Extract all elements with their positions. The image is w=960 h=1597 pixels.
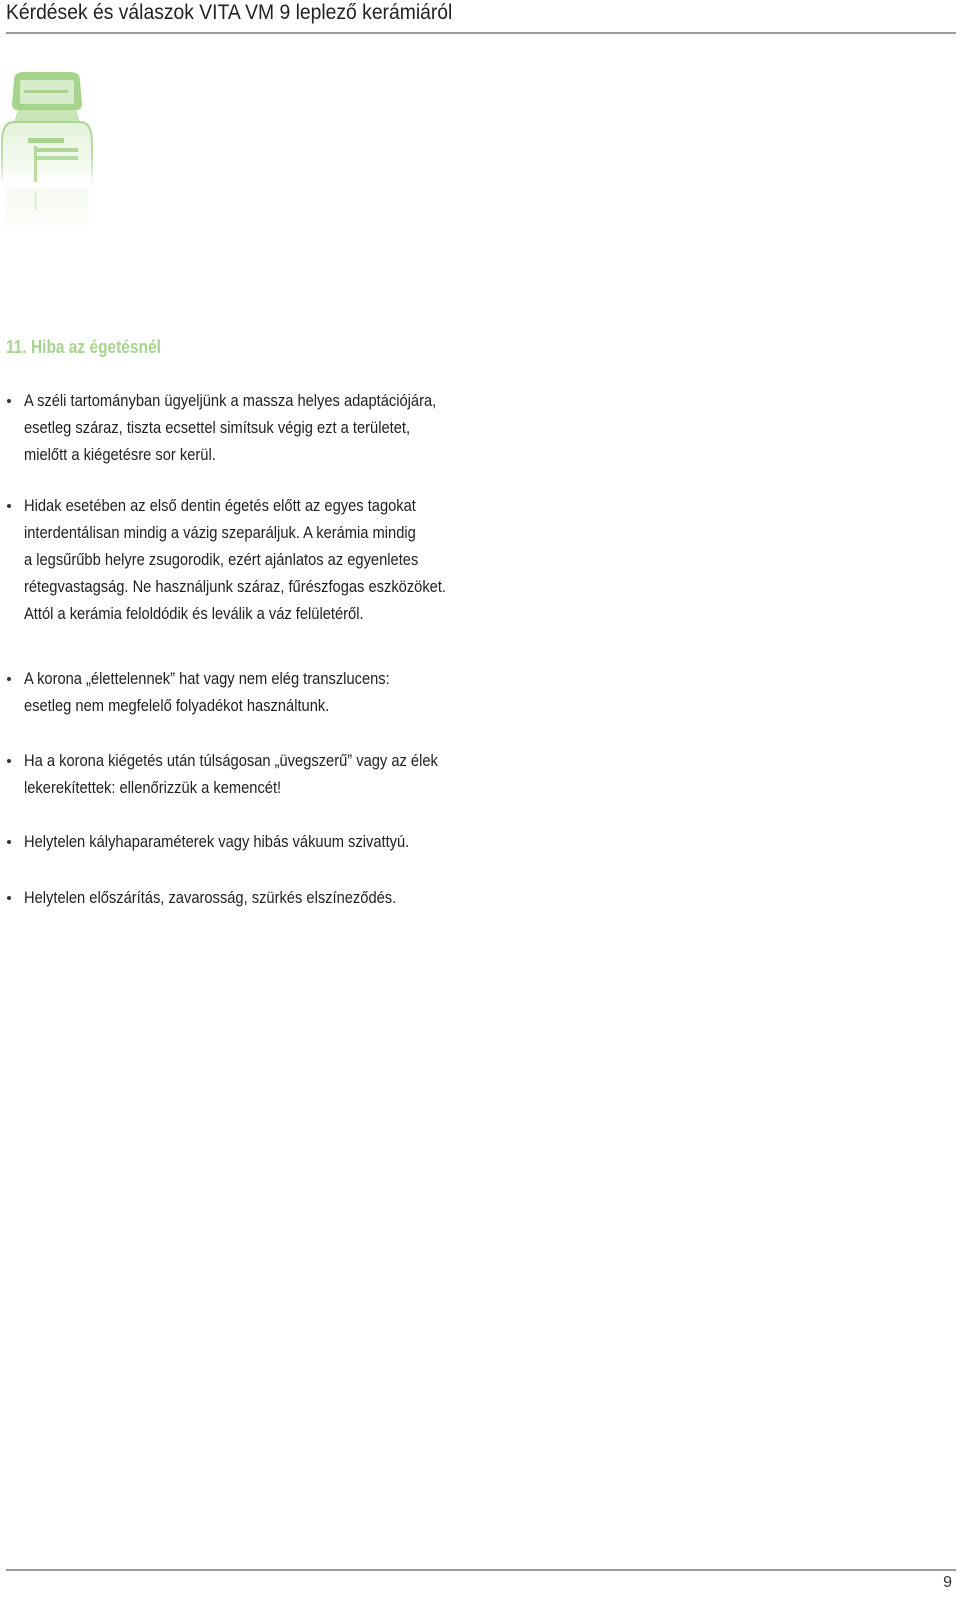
list-item-text: A széli tartományban ügyeljünk a massza helyes adaptációjára, esetleg száraz, tiszta ecsettel simítsuk végig ezt a területet, mielőtt a kiégetésre sor kerül. <box>24 392 437 464</box>
bullet-icon <box>7 677 11 681</box>
list-item <box>6 493 554 628</box>
footer-divider <box>6 1569 956 1571</box>
bullet-icon <box>7 504 11 508</box>
list-item-text: Hidak esetében az első dentin égetés előtt az egyes tagokat interdentálisan mindig a vázig szeparáljuk. A kerámia mindig a legsűrűbb helyre zsugorodik, ezért ajánlatos az egyenletes rétegvastagság. Ne használjunk száraz, fűrészfogas eszközöket. Attól a kerámia feloldódik és leválik a váz felületéről. <box>24 497 447 623</box>
list-item-text: Helytelen kályhaparaméterek vagy hibás vákuum szivattyú. <box>24 833 410 851</box>
bullet-icon <box>7 840 11 844</box>
porcelain-jar-icon <box>0 70 104 245</box>
list-item <box>6 388 554 469</box>
section-heading: 11. Hiba az égetésnél <box>6 337 161 357</box>
bullet-icon <box>7 896 11 900</box>
list-item <box>6 666 554 720</box>
document-title: Kérdések és válaszok VITA VM 9 leplező kerámiáról <box>6 1 453 24</box>
list-item <box>6 885 554 912</box>
bullet-icon <box>7 399 11 403</box>
list-item-text: Ha a korona kiégetés után túlságosan „üvegszerű” vagy az élek lekerekítettek: ellenőrizzük a kemencét! <box>24 752 438 797</box>
list-item-text: Helytelen előszárítás, zavarosság, szürkés elszíneződés. <box>24 889 397 907</box>
list-item <box>6 829 554 856</box>
header-divider <box>6 32 956 34</box>
list-item <box>6 748 554 802</box>
bullet-icon <box>7 759 11 763</box>
page-number: 9 <box>943 1574 952 1591</box>
list-item-text: A korona „élettelennek” hat vagy nem elég transzlucens: esetleg nem megfelelő folyadékot használtunk. <box>24 670 390 715</box>
